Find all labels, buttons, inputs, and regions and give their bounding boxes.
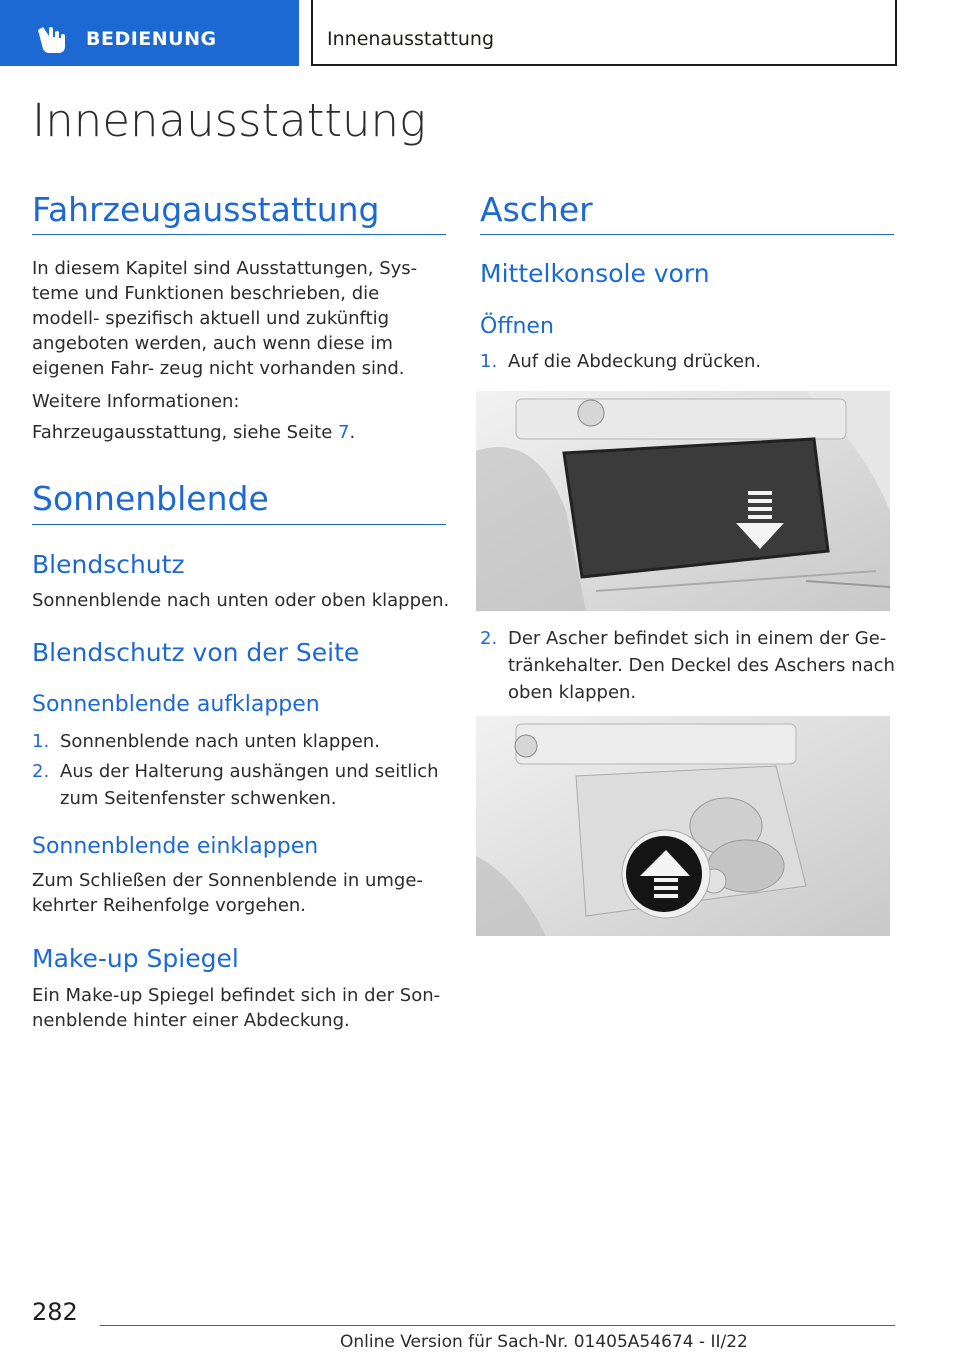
reference-text: Fahrzeugausstattung, siehe Seite <box>32 422 333 443</box>
heading-spiegel: Make-up Spiegel <box>32 944 239 973</box>
chapter-label: Innenausstattung <box>327 28 495 50</box>
heading-einklappen: Sonnenblende einklappen <box>32 834 319 859</box>
step-number: 1. <box>32 731 50 752</box>
footer-rule <box>100 1325 895 1326</box>
intro-paragraph: In diesem Kapitel sind Ausstattungen, Sys- teme und Funktionen beschrieben, die modell- spezifisch aktuell und zukünftig angeboten werden, auch wenn diese im eigenen Fahr- zeug nicht vorhanden sind. <box>32 258 418 379</box>
pointing-hand-icon <box>34 24 68 54</box>
step-number: 2. <box>32 761 50 782</box>
cross-reference <box>32 420 355 445</box>
section-tab[interactable] <box>0 0 299 66</box>
step-number: 1. <box>480 351 498 372</box>
step-text: Sonnenblende nach unten klappen. <box>60 731 380 752</box>
heading-fahrzeugausstattung: Fahrzeugausstattung <box>32 190 380 229</box>
ashtray-cupholder-image <box>476 716 890 936</box>
heading-blendschutz: Blendschutz <box>32 550 185 579</box>
heading-rule <box>32 524 446 525</box>
heading-aufklappen: Sonnenblende aufklappen <box>32 692 320 717</box>
reference-end: . <box>349 422 356 443</box>
footer-text: Online Version für Sach-Nr. 01405A54674 - II/22 <box>340 1332 748 1352</box>
step-text: Der Ascher befindet sich in einem der Ge- tränkehalter. Den Deckel des Aschers nach oben klappen. <box>508 628 895 703</box>
step-text: Aus der Halterung aushängen und seitlich zum Seitenfenster schwenken. <box>60 761 439 809</box>
section-label: BEDIENUNG <box>86 28 217 50</box>
page-title: Innenausstattung <box>32 94 427 147</box>
spiegel-text: Ein Make-up Spiegel befindet sich in der Son- nenblende hinter einer Abdeckung. <box>32 985 441 1031</box>
heading-rule <box>32 234 446 235</box>
heading-mittelkonsole: Mittelkonsole vorn <box>480 259 710 288</box>
blendschutz-text: Sonnenblende nach unten oder oben klappen. <box>32 590 450 611</box>
heading-ascher: Ascher <box>480 190 593 229</box>
heading-sonnenblende: Sonnenblende <box>32 479 269 518</box>
heading-blendschutz-seite: Blendschutz von der Seite <box>32 638 360 667</box>
heading-rule <box>480 234 894 235</box>
console-cover-image <box>476 391 890 611</box>
heading-oeffnen: Öffnen <box>480 314 554 339</box>
weitere-info-text: Weitere Informationen: <box>32 391 240 412</box>
step-text: Auf die Abdeckung drücken. <box>508 351 762 372</box>
einklappen-text: Zum Schließen der Sonnenblende in umge- kehrter Reihenfolge vorgehen. <box>32 870 423 916</box>
step-number: 2. <box>480 628 498 649</box>
page-link[interactable]: 7 <box>338 422 350 443</box>
page-number: 282 <box>32 1298 78 1326</box>
chapter-header <box>311 0 897 66</box>
